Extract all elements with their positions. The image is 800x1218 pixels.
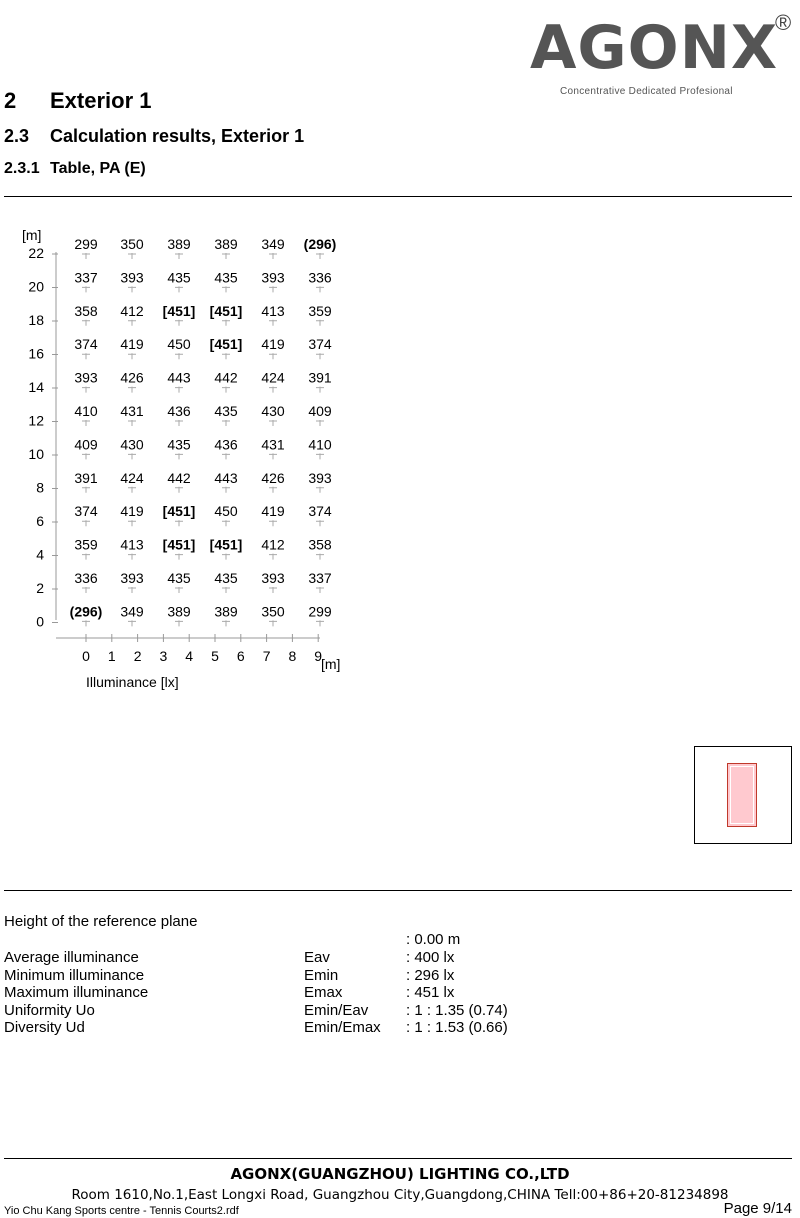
heading-level-2 <box>4 126 304 147</box>
grid-point-marker <box>269 253 277 259</box>
grid-cell-value: 358 <box>74 302 98 319</box>
grid-point-marker <box>82 253 90 259</box>
grid-point-marker <box>316 554 324 560</box>
grid-point-marker <box>128 520 136 526</box>
summary-value: : 451 lx <box>406 984 455 1001</box>
grid-cell-value: 391 <box>308 369 332 386</box>
grid-point-marker <box>316 353 324 359</box>
grid-cell-value: [451] <box>162 503 196 520</box>
grid-cell-value: 435 <box>167 570 191 586</box>
grid-point-marker <box>316 620 324 626</box>
grid-point-marker <box>316 253 324 259</box>
heading-2-title: Calculation results, Exterior 1 <box>50 126 305 146</box>
y-tick-label: 16 <box>28 345 44 362</box>
summary-label: Average illuminance <box>4 949 139 966</box>
grid-cell-value: 430 <box>261 403 285 419</box>
grid-cell-value: (296) <box>69 603 103 620</box>
grid-point-marker <box>175 554 183 560</box>
brand-tagline: Concentrative Dedicated Profesional <box>560 86 733 97</box>
y-tick-label: 0 <box>36 613 44 630</box>
grid-cell-value: [451] <box>209 336 243 353</box>
y-tick-label: 4 <box>36 546 44 563</box>
summary-label: Diversity Ud <box>4 1019 85 1036</box>
y-tick-label: 14 <box>28 379 44 395</box>
grid-cell-value: 359 <box>74 536 98 553</box>
y-tick-label: 12 <box>28 412 44 429</box>
grid-point-marker <box>82 320 90 326</box>
grid-point-marker <box>316 320 324 326</box>
grid-point-marker <box>269 420 277 426</box>
grid-point-marker <box>316 487 324 493</box>
x-tick-label: 7 <box>262 648 271 664</box>
summary-symbol: Emax <box>304 984 343 1001</box>
grid-cell-value: 299 <box>74 236 98 252</box>
grid-point-marker <box>269 387 277 393</box>
grid-point-marker <box>175 286 183 292</box>
grid-cell-value: 435 <box>167 269 191 286</box>
illuminance-grid-chart <box>0 220 400 700</box>
grid-cell-value: [451] <box>209 536 243 553</box>
grid-cell-value: 391 <box>74 469 98 486</box>
grid-point-marker <box>175 387 183 393</box>
y-tick-label: 10 <box>28 446 44 462</box>
heading-3-title: Table, PA (E) <box>50 160 146 177</box>
grid-point-marker <box>82 487 90 493</box>
y-tick-label: 18 <box>28 312 44 328</box>
summary-symbol: Emin/Eav <box>304 1001 369 1019</box>
summary-value: : 296 lx <box>406 966 455 984</box>
grid-point-marker <box>128 387 136 393</box>
x-tick-label: 4 <box>185 648 194 664</box>
divider-footer <box>4 1158 792 1159</box>
grid-cell-value: 430 <box>120 436 144 453</box>
grid-point-marker <box>316 453 324 459</box>
grid-cell-value: 336 <box>308 269 332 286</box>
summary-symbol: Emin/Emax <box>304 1019 381 1036</box>
grid-point-marker <box>222 587 230 593</box>
grid-cell-value: [451] <box>162 302 196 319</box>
grid-cell-value: 409 <box>74 436 98 453</box>
heading-level-3 <box>4 160 146 178</box>
y-tick-label: 22 <box>28 245 44 261</box>
grid-cell-value: [451] <box>209 302 243 319</box>
grid-cell-value: 435 <box>214 269 238 286</box>
x-tick-label: 8 <box>288 648 297 664</box>
grid-cell-value: 374 <box>74 503 98 520</box>
grid-cell-value: 412 <box>120 302 144 319</box>
footer-address: Room 1610,No.1,East Longxi Road, Guangzhou City,Guangdong,CHINA Tell:00+86+20-81234898 <box>71 1187 729 1203</box>
brand-logo: AGONX <box>530 13 779 83</box>
grid-point-marker <box>82 554 90 560</box>
grid-point-marker <box>82 620 90 626</box>
grid-point-marker <box>82 453 90 459</box>
grid-point-marker <box>316 387 324 393</box>
grid-cell-value: (296) <box>303 236 337 252</box>
grid-point-marker <box>82 353 90 359</box>
grid-cell-value: 436 <box>214 436 238 453</box>
y-tick-label: 8 <box>36 479 44 496</box>
footer-company: AGONX(GUANGZHOU) LIGHTING CO.,LTD <box>230 1165 570 1183</box>
grid-cell-value: 299 <box>308 603 332 620</box>
grid-cell-value: 443 <box>214 469 238 486</box>
x-tick-label: 2 <box>133 648 142 664</box>
grid-cell-value: [451] <box>162 536 196 553</box>
grid-point-marker <box>128 353 136 359</box>
grid-cell-value: 337 <box>308 570 332 586</box>
grid-point-marker <box>269 620 277 626</box>
y-axis-unit: [m] <box>22 227 42 243</box>
grid-point-marker <box>222 420 230 426</box>
grid-point-marker <box>128 420 136 426</box>
grid-point-marker <box>222 387 230 393</box>
x-tick-label: 1 <box>107 648 116 664</box>
grid-cell-value: 349 <box>120 603 144 620</box>
grid-cell-value: 358 <box>308 536 332 553</box>
grid-cell-value: 393 <box>74 369 98 386</box>
grid-cell-value: 443 <box>167 369 191 386</box>
footer-filename: Yio Chu Kang Sports centre - Tennis Courts2.rdf <box>4 1205 239 1217</box>
grid-cell-value: 374 <box>74 336 98 353</box>
grid-point-marker <box>222 554 230 560</box>
grid-point-marker <box>82 387 90 393</box>
summary-label: Maximum illuminance <box>4 984 149 1001</box>
summary-symbol: Eav <box>304 949 330 966</box>
grid-cell-value: 419 <box>261 503 285 520</box>
divider-middle <box>4 890 792 891</box>
grid-cell-value: 424 <box>120 469 144 486</box>
heading-2-number: 2.3 <box>4 126 30 146</box>
grid-cell-value: 393 <box>261 570 285 586</box>
grid-cell-value: 419 <box>120 336 144 353</box>
grid-cell-value: 412 <box>261 536 285 553</box>
grid-point-marker <box>175 587 183 593</box>
grid-cell-value: 337 <box>74 269 98 286</box>
grid-point-marker <box>82 420 90 426</box>
grid-cell-value: 435 <box>167 436 191 453</box>
heading-1-title: Exterior 1 <box>50 88 152 113</box>
x-axis-unit: [m] <box>321 656 341 672</box>
summary-value: : 1 : 1.53 (0.66) <box>406 1019 508 1036</box>
grid-point-marker <box>222 253 230 259</box>
grid-cell-value: 409 <box>308 403 332 419</box>
grid-cell-value: 426 <box>261 469 285 486</box>
grid-point-marker <box>128 554 136 560</box>
grid-point-marker <box>222 320 230 326</box>
grid-point-marker <box>175 453 183 459</box>
grid-cell-value: 389 <box>167 603 191 620</box>
grid-point-marker <box>175 520 183 526</box>
grid-point-marker <box>175 320 183 326</box>
divider-top <box>4 196 792 197</box>
grid-point-marker <box>222 453 230 459</box>
grid-cell-value: 450 <box>167 336 191 353</box>
grid-cell-value: 349 <box>261 236 285 252</box>
x-tick-label: 9 <box>314 648 323 664</box>
grid-point-marker <box>269 554 277 560</box>
summary-label: Uniformity Uo <box>4 1001 95 1019</box>
summary-value: : 1 : 1.35 (0.74) <box>406 1001 508 1019</box>
grid-point-marker <box>128 620 136 626</box>
grid-cell-value: 336 <box>74 570 98 586</box>
grid-point-marker <box>316 520 324 526</box>
calculation-area-marker <box>727 763 757 827</box>
grid-cell-value: 413 <box>261 302 285 319</box>
grid-point-marker <box>222 353 230 359</box>
grid-point-marker <box>128 453 136 459</box>
grid-cell-value: 389 <box>167 236 191 252</box>
grid-cell-value: 410 <box>74 403 98 419</box>
chart-caption: Illuminance [lx] <box>86 674 179 690</box>
heading-3-number: 2.3.1 <box>4 160 40 177</box>
grid-point-marker <box>269 353 277 359</box>
site-overview-thumbnail <box>694 746 792 844</box>
x-tick-label: 6 <box>236 648 245 664</box>
grid-cell-value: 374 <box>308 503 332 520</box>
grid-point-marker <box>316 286 324 292</box>
grid-cell-value: 389 <box>214 603 238 620</box>
grid-cell-value: 374 <box>308 336 332 353</box>
grid-point-marker <box>175 420 183 426</box>
grid-cell-value: 435 <box>214 570 238 586</box>
grid-cell-value: 413 <box>120 536 144 553</box>
grid-cell-value: 350 <box>120 236 144 252</box>
grid-cell-value: 389 <box>214 236 238 252</box>
grid-point-marker <box>269 487 277 493</box>
y-tick-label: 6 <box>36 513 44 529</box>
grid-point-marker <box>222 520 230 526</box>
grid-point-marker <box>175 253 183 259</box>
grid-cell-value: 450 <box>214 503 238 520</box>
reference-plane-value: : 0.00 m <box>406 931 461 948</box>
summary-label: Minimum illuminance <box>4 966 145 984</box>
grid-point-marker <box>269 587 277 593</box>
grid-point-marker <box>269 520 277 526</box>
grid-point-marker <box>222 620 230 626</box>
grid-cell-value: 393 <box>261 269 285 286</box>
grid-point-marker <box>128 320 136 326</box>
grid-point-marker <box>128 587 136 593</box>
grid-cell-value: 419 <box>261 336 285 353</box>
grid-point-marker <box>175 353 183 359</box>
grid-cell-value: 419 <box>120 503 144 520</box>
heading-1-number: 2 <box>4 88 17 113</box>
grid-cell-value: 393 <box>120 570 144 586</box>
grid-point-marker <box>316 587 324 593</box>
grid-cell-value: 431 <box>261 436 285 453</box>
grid-point-marker <box>82 587 90 593</box>
grid-cell-value: 393 <box>120 269 144 286</box>
grid-cell-value: 424 <box>261 369 285 386</box>
grid-point-marker <box>175 487 183 493</box>
grid-point-marker <box>222 487 230 493</box>
grid-cell-value: 359 <box>308 302 332 319</box>
grid-point-marker <box>82 286 90 292</box>
grid-cell-value: 435 <box>214 403 238 419</box>
grid-cell-value: 442 <box>167 469 191 486</box>
page-number: Page 9/14 <box>723 1200 792 1217</box>
grid-point-marker <box>82 520 90 526</box>
grid-point-marker <box>128 487 136 493</box>
grid-point-marker <box>128 286 136 292</box>
registered-mark: ® <box>775 10 792 35</box>
grid-cell-value: 426 <box>120 369 144 386</box>
x-tick-label: 5 <box>211 648 219 664</box>
y-tick-label: 20 <box>28 278 44 295</box>
x-tick-label: 3 <box>159 648 168 664</box>
summary-value: : 400 lx <box>406 949 455 966</box>
grid-point-marker <box>269 320 277 326</box>
grid-point-marker <box>128 253 136 259</box>
grid-cell-value: 442 <box>214 369 238 386</box>
grid-point-marker <box>175 620 183 626</box>
grid-cell-value: 393 <box>308 469 332 486</box>
grid-cell-value: 431 <box>120 403 144 419</box>
grid-cell-value: 350 <box>261 603 285 620</box>
grid-point-marker <box>269 286 277 292</box>
heading-level-1 <box>4 88 152 114</box>
x-tick-label: 0 <box>82 648 90 664</box>
grid-point-marker <box>269 453 277 459</box>
grid-point-marker <box>222 286 230 292</box>
summary-symbol: Emin <box>304 966 339 984</box>
grid-cell-value: 410 <box>308 436 332 453</box>
y-tick-label: 2 <box>36 580 44 596</box>
grid-point-marker <box>316 420 324 426</box>
grid-cell-value: 436 <box>167 403 191 419</box>
reference-plane-label: Height of the reference plane <box>4 913 198 930</box>
